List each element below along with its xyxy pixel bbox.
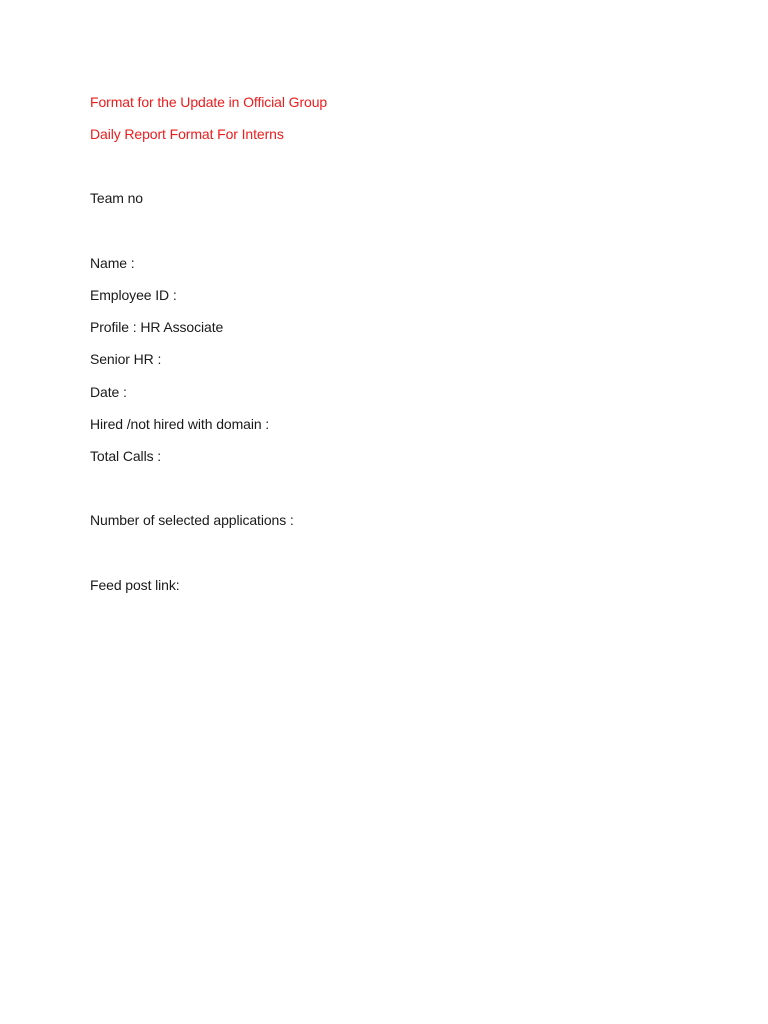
team-no-field: Team no bbox=[90, 190, 143, 206]
selected-applications-field: Number of selected applications : bbox=[90, 512, 294, 528]
format-heading: Format for the Update in Official Group bbox=[90, 94, 328, 110]
senior-hr-field: Senior HR : bbox=[90, 351, 162, 367]
profile-field: Profile : HR Associate bbox=[90, 319, 224, 335]
hired-status-field: Hired /not hired with domain : bbox=[90, 416, 270, 432]
employee-id-field: Employee ID : bbox=[90, 287, 177, 303]
total-calls-field: Total Calls : bbox=[90, 448, 162, 464]
date-field: Date : bbox=[90, 384, 127, 400]
name-field: Name : bbox=[90, 255, 135, 271]
report-subheading: Daily Report Format For Interns bbox=[90, 126, 284, 142]
feed-post-link-field: Feed post link: bbox=[90, 577, 180, 593]
